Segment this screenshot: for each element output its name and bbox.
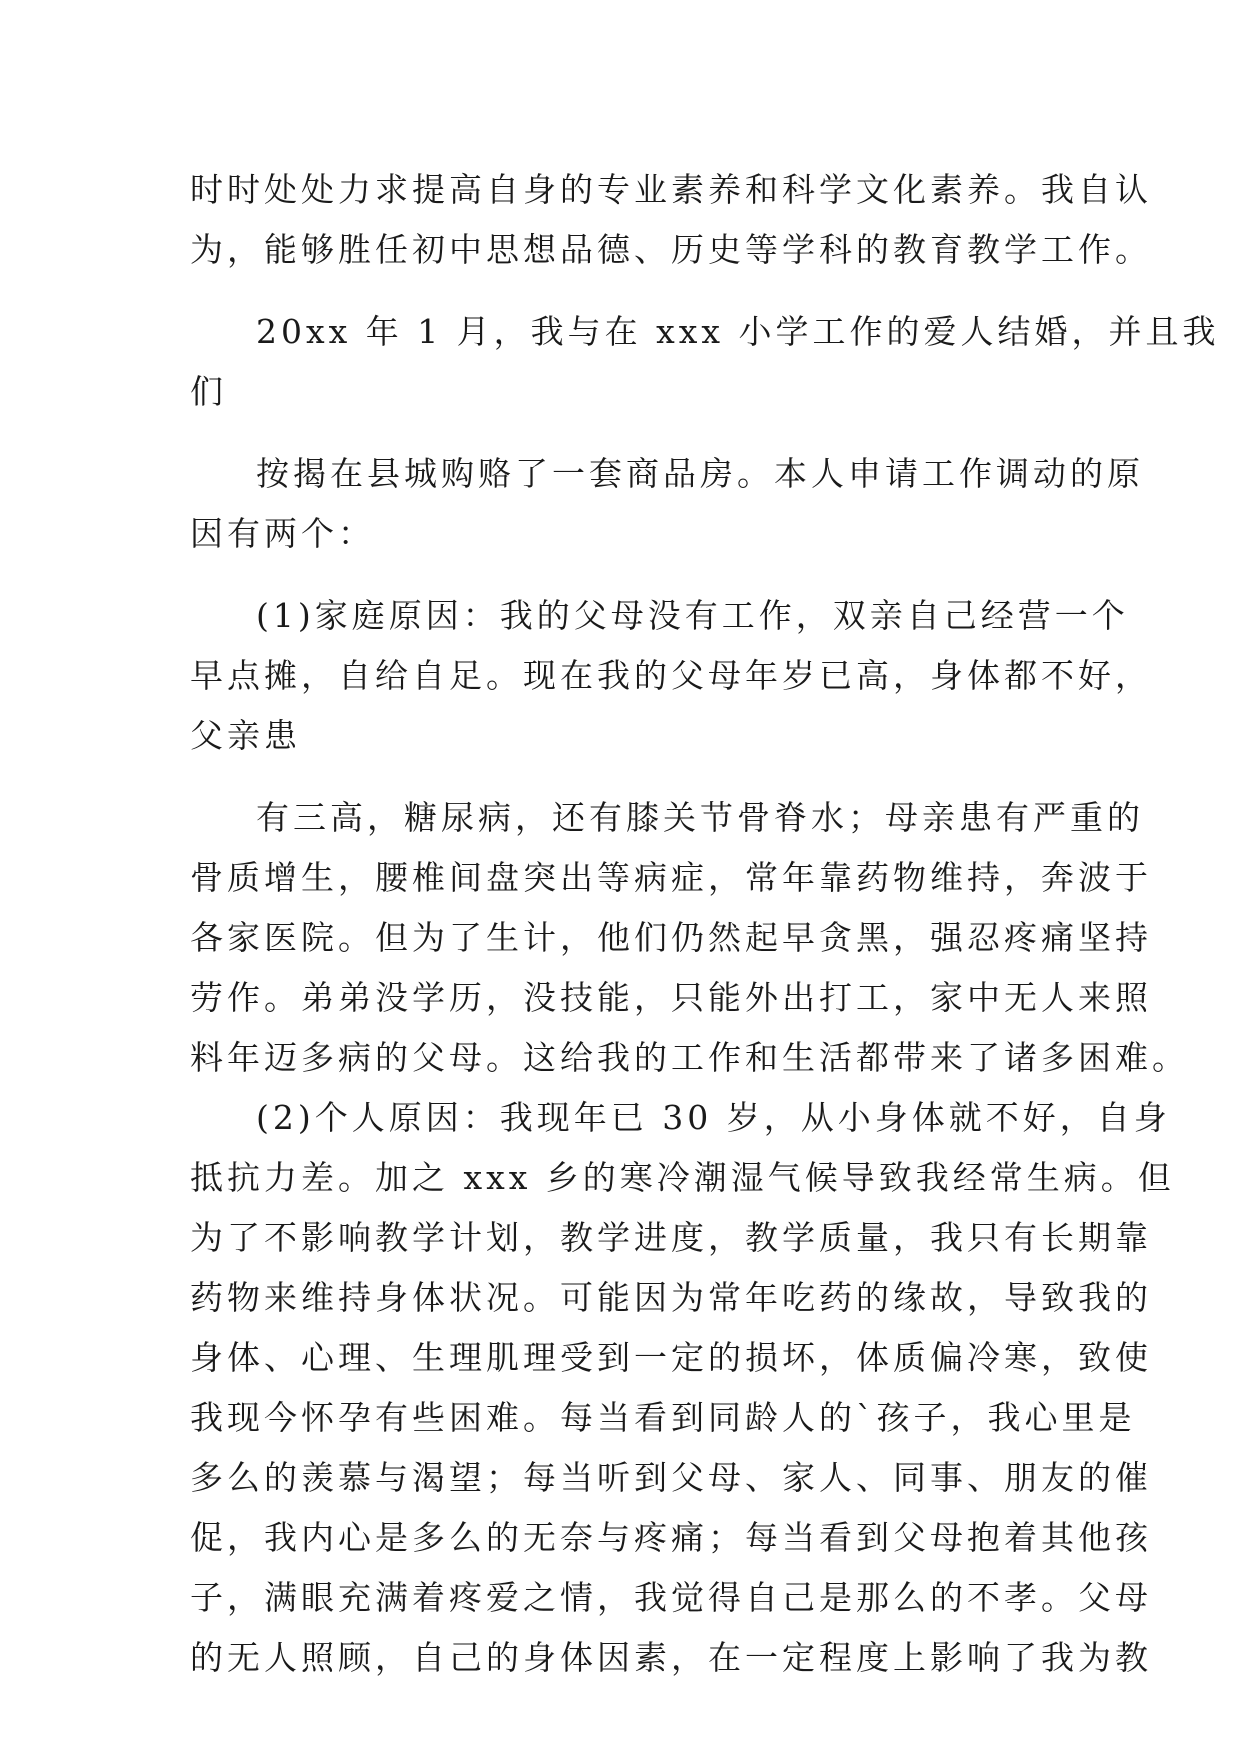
text-line: 劳作。弟弟没学历，没技能，只能外出打工，家中无人来照 (190, 978, 1152, 1017)
text-line: 我现今怀孕有些困难。每当看到同龄人的`孩子，我心里是 (190, 1398, 1136, 1437)
text-line: 父亲患 (190, 716, 301, 755)
paragraph-start-line: 20xx 年 1 月，我与在 xxx 小学工作的爱人结婚，并且我 (256, 312, 1220, 351)
text-line: 为了不影响教学计划，教学进度，教学质量，我只有长期靠 (190, 1218, 1152, 1257)
paragraph-start-line: (1)家庭原因：我的父母没有工作，双亲自己经营一个 (256, 596, 1129, 635)
text-line: 多么的羡慕与渴望；每当听到父母、家人、同事、朋友的催 (190, 1458, 1152, 1497)
text-line: 子，满眼充满着疼爱之情，我觉得自己是那么的不孝。父母 (190, 1578, 1152, 1617)
text-line: 身体、心理、生理肌理受到一定的损坏，体质偏冷寒，致使 (190, 1338, 1152, 1377)
text-line: 抵抗力差。加之 xxx 乡的寒冷潮湿气候导致我经常生病。但 (190, 1158, 1175, 1197)
text-line: 骨质增生，腰椎间盘突出等病症，常年靠药物维持，奔波于 (190, 858, 1152, 897)
text-line: 为，能够胜任初中思想品德、历史等学科的教育教学工作。 (190, 230, 1152, 269)
body-text (190, 160, 1220, 1688)
paragraph-start-line: 有三高，糖尿病，还有膝关节骨脊水；母亲患有严重的 (256, 798, 1144, 837)
text-line: 因有两个： (190, 514, 375, 553)
text-line: 药物来维持身体状况。可能因为常年吃药的缘故，导致我的 (190, 1278, 1152, 1317)
paragraph-start-line: (2)个人原因：我现年已 30 岁，从小身体就不好，自身 (256, 1098, 1171, 1137)
text-line: 们 (190, 372, 227, 411)
text-line: 的无人照顾，自己的身体因素，在一定程度上影响了我为教 (190, 1638, 1152, 1677)
text-line: 料年迈多病的父母。这给我的工作和生活都带来了诸多困难。 (190, 1038, 1189, 1077)
text-line: 各家医院。但为了生计，他们仍然起早贪黑，强忍疼痛坚持 (190, 918, 1152, 957)
text-line: 早点摊，自给自足。现在我的父母年岁已高，身体都不好， (190, 656, 1152, 695)
text-line: 时时处处力求提高自身的专业素养和科学文化素养。我自认 (190, 170, 1152, 209)
text-line: 促，我内心是多么的无奈与疼痛；每当看到父母抱着其他孩 (190, 1518, 1152, 1557)
paragraph-start-line: 按揭在县城购赂了一套商品房。本人申请工作调动的原 (256, 454, 1144, 493)
